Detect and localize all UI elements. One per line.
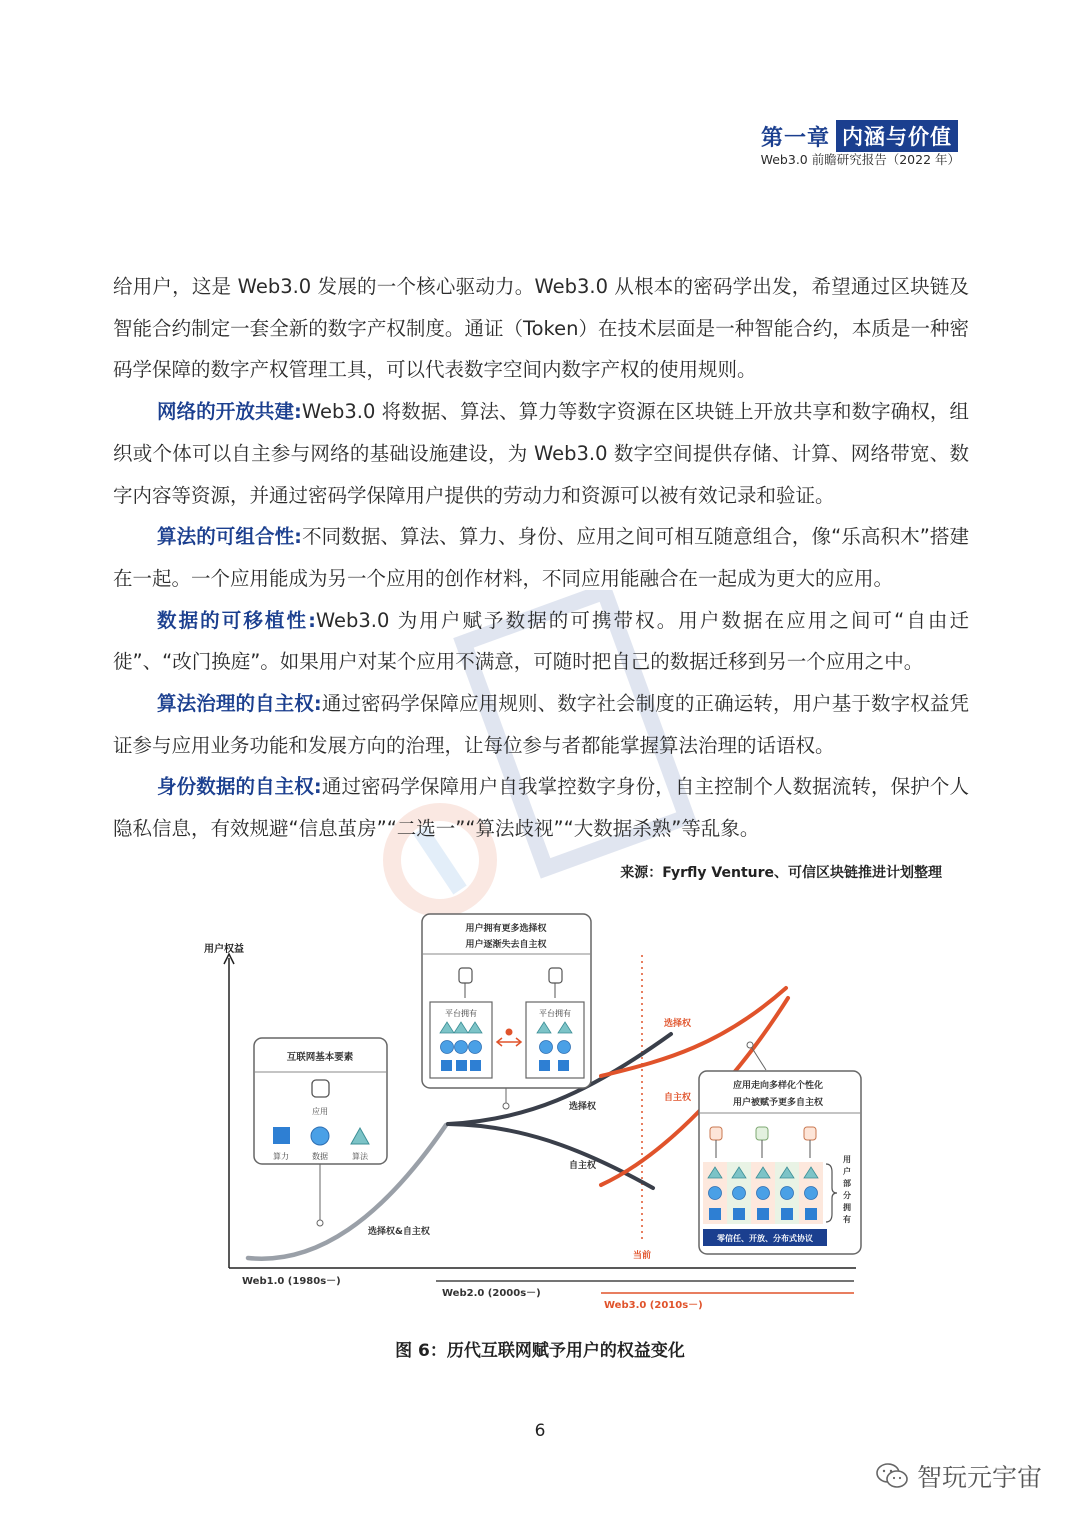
platform-label-right: 平台拥有 <box>539 1009 571 1018</box>
blocked-icon <box>506 1029 513 1036</box>
autonomy-curve-web2 <box>448 1124 653 1188</box>
era2-label: Web2.0 (2000s－) <box>442 1288 541 1299</box>
autonomy-label-dark: 自主权 <box>569 1161 597 1171</box>
now-label: 当前 <box>633 1251 652 1261</box>
data-icon <box>311 1127 329 1145</box>
web3-box-title-1: 应用走向多样化个性化 <box>732 1081 824 1091</box>
y-axis-label: 用户权益 <box>204 944 244 955</box>
app-label: 应用 <box>312 1107 328 1116</box>
chapter-number: 第一章 <box>760 125 830 151</box>
elements-box-title: 互联网基本要素 <box>286 1052 354 1063</box>
page-number: 6 <box>534 1421 546 1441</box>
paragraph-text: Web3.0 将数据、算法、算力等数字资源在区块链上开放共享和数字确权，组织或个体可以自主参与网络的基础设施建设，为 Web3.0 数字空间提供存储、计算、网络带宽、数字内容等资源，并通过密码学保障用户提供的劳动力和资源可以被有效记录和验证。 <box>113 400 969 507</box>
data-label: 数据 <box>312 1152 328 1161</box>
platform-box-title-2: 用户逐渐失去自主权 <box>465 940 547 950</box>
web3-box-title-2: 用户被赋予更多自主权 <box>732 1098 824 1108</box>
keyword: 身份数据的自主权: <box>157 775 322 799</box>
keyword: 数据的可移植性: <box>157 608 316 632</box>
keyword: 网络的开放共建: <box>157 400 302 424</box>
paragraph-text: 不同数据、算法、算力、身份、应用之间可相互随意组合，像“乐高积木”搭建在一起。一个应用能成为另一个应用的创作材料，不同应用能融合在一起成为更大的应用。 <box>113 525 969 590</box>
app-icon <box>312 1080 329 1097</box>
paragraph-1: 给用户，这是 Web3.0 发展的一个核心驱动力。Web3.0 从根本的密码学出发，希望通过区块链及智能合约制定一套全新的数字产权制度。通证（Token）在技术层面是一种智能合约，本质是一种密码学保障的数字产权管理工具，可以代表数字空间内数字产权的使用规则。 <box>113 275 969 382</box>
paragraph-open-network <box>113 391 969 516</box>
brand-name: 智玩元宇宙 <box>916 1463 1042 1492</box>
report-title: Web3.0 前瞻研究报告（2022 年） <box>760 152 960 167</box>
compute-label: 算力 <box>273 1152 289 1161</box>
compute-icon <box>273 1127 290 1144</box>
rights-evolution-figure <box>196 900 886 1320</box>
figure-canvas <box>196 900 886 1320</box>
era1-label: Web1.0 (1980s－) <box>242 1276 341 1287</box>
paragraph-identity <box>113 766 969 849</box>
user-icon <box>756 1127 768 1140</box>
protocol-label: 零信任、开放、分布式协议 <box>717 1234 813 1243</box>
user-icon <box>804 1127 816 1140</box>
both-rights-label: 选择权&自主权 <box>368 1227 430 1237</box>
paragraph-portability <box>113 600 969 683</box>
user-ownership-label: 用户部分拥有 <box>843 1155 851 1224</box>
autonomy-label-red: 自主权 <box>664 1093 692 1103</box>
user-icon <box>549 968 562 983</box>
body-text <box>113 266 969 850</box>
platform-box-title-1: 用户拥有更多选择权 <box>465 924 547 934</box>
figure-source: 来源：Fyrfly Venture、可信区块链推进计划整理 <box>620 865 942 881</box>
era3-label: Web3.0 (2010s－) <box>604 1300 703 1311</box>
chapter-title: 内涵与价值 <box>836 120 958 152</box>
algorithm-label: 算法 <box>352 1152 368 1161</box>
paragraph-governance <box>113 683 969 766</box>
paragraph-text: 通过密码学保障用户自我掌控数字身份，自主控制个人数据流转，保护个人隐私信息，有效规避“信息茧房”“二选一”“算法歧视”“大数据杀熟”等乱象。 <box>113 775 969 841</box>
wechat-icon <box>875 1462 909 1490</box>
chapter-header <box>761 120 958 152</box>
user-icon <box>459 968 472 983</box>
choice-label-red: 选择权 <box>664 1019 692 1029</box>
keyword: 算法治理的自主权: <box>157 692 322 716</box>
choice-label-dark: 选择权 <box>569 1102 597 1112</box>
brand-watermark <box>875 1458 1042 1494</box>
user-icon <box>710 1127 722 1140</box>
paragraph-composability <box>113 516 969 599</box>
figure-caption: 图 6：历代互联网赋予用户的权益变化 <box>395 1341 685 1361</box>
platform-label-left: 平台拥有 <box>445 1009 477 1018</box>
paragraph-text: 通过密码学保障应用规则、数字社会制度的正确运转，用户基于数字权益凭证参与应用业务功能和发展方向的治理，让每位参与者都能掌握算法治理的话语权。 <box>113 692 969 757</box>
keyword: 算法的可组合性: <box>157 525 302 549</box>
paragraph-text: Web3.0 为用户赋予数据的可携带权。用户数据在应用之间可“自由迁徙”、“改门换庭”。如果用户对某个应用不满意，可随时把自己的数据迁移到另一个应用之中。 <box>113 608 969 674</box>
